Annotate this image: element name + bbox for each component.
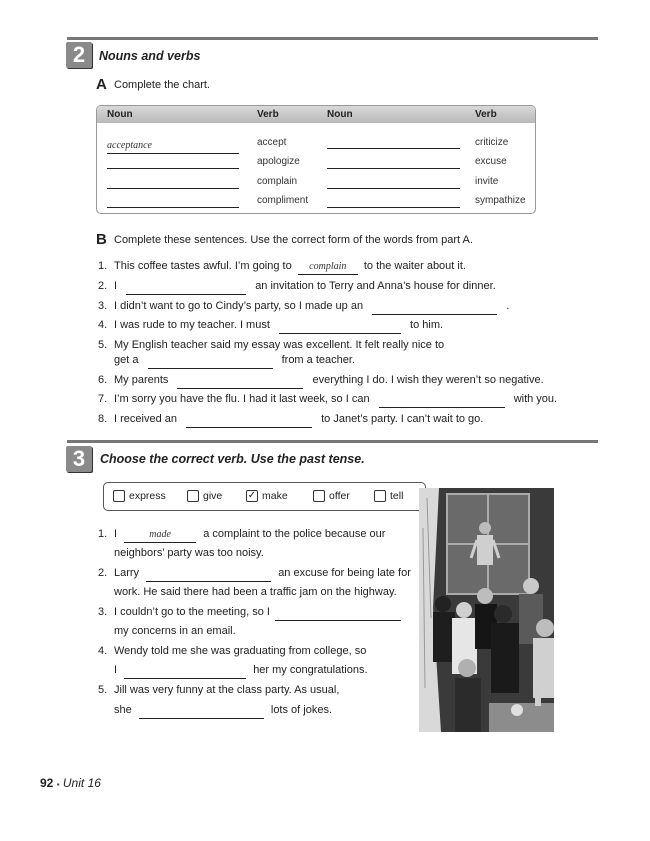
noun-answer-field[interactable] — [327, 155, 460, 169]
chart-verb-cell: accept — [257, 137, 287, 148]
party-scene-image — [419, 488, 554, 732]
party-illustration — [419, 488, 554, 732]
option-express[interactable]: express — [113, 490, 166, 502]
section-3-title: Choose the correct verb. Use the past tense. — [100, 452, 365, 466]
checkbox-icon[interactable] — [187, 490, 199, 502]
chart-verb-cell: sympathize — [475, 195, 526, 206]
chart-header-verb-1: Verb — [257, 109, 279, 120]
answer-field[interactable] — [177, 373, 303, 389]
sentence-3: 3. I didn’t want to go to Cindy’s party, so I made up an . — [98, 299, 509, 315]
page-footer — [40, 776, 101, 790]
part-a-letter: A — [96, 76, 107, 93]
sentence-8: 8. I received an to Janet’s party. I can’t wait to go. — [98, 412, 483, 428]
verb-options-box — [103, 482, 426, 511]
section-2-rule — [67, 37, 598, 40]
verb-sentence-1-cont: neighbors’ party was too noisy. — [114, 547, 264, 559]
chart-header-verb-2: Verb — [475, 109, 497, 120]
answer-field[interactable] — [379, 392, 505, 408]
answer-field[interactable] — [126, 279, 246, 295]
verb-sentence-1: 1. I made a complaint to the police because our — [98, 527, 385, 543]
verb-sentence-2: 2. Larry an excuse for being late for — [98, 566, 411, 582]
verb-sentence-4-cont: I her my congratulations. — [114, 663, 368, 679]
chart-verb-cell: complain — [257, 176, 298, 187]
verb-sentence-3: 3. I couldn’t go to the meeting, so I — [98, 605, 403, 621]
answer-field[interactable] — [186, 412, 312, 428]
checkbox-icon[interactable] — [313, 490, 325, 502]
verb-sentence-2-cont: work. He said there had been a traffic jam on the highway. — [114, 586, 397, 598]
answer-field[interactable] — [148, 353, 273, 369]
chart-header-noun-2: Noun — [327, 109, 353, 120]
verb-sentence-3-cont: my concerns in an email. — [114, 625, 236, 637]
sentence-2: 2. I an invitation to Terry and Anna’s house for dinner. — [98, 279, 496, 295]
answer-field[interactable] — [124, 663, 246, 679]
sentence-5: 5. My English teacher said my essay was excellent. It felt really nice to — [98, 339, 445, 351]
verb-sentence-4: 4. Wendy told me she was graduating from college, so — [98, 645, 367, 657]
part-b-letter: B — [96, 231, 107, 248]
answer-field[interactable]: complain — [298, 259, 358, 275]
part-b-instruction: Complete these sentences. Use the correct form of the words from part A. — [114, 234, 473, 246]
option-offer[interactable]: offer — [313, 490, 350, 502]
verb-sentence-5: 5. Jill was very funny at the class party. As usual, — [98, 684, 340, 696]
page-number: 92 — [40, 776, 54, 790]
footer-separator-icon: ▪ — [56, 780, 60, 789]
chart-verb-cell: apologize — [257, 156, 300, 167]
noun-answer-field[interactable] — [107, 175, 239, 189]
answer-field[interactable] — [279, 318, 401, 334]
answer-field[interactable] — [139, 703, 264, 719]
noun-answer-field[interactable] — [327, 135, 460, 149]
section-3-badge: 3 — [66, 446, 92, 472]
sentence-1: 1. This coffee tastes awful. I’m going to complain to the waiter about it. — [98, 259, 466, 275]
checkbox-checked-icon[interactable]: ✓ — [247, 490, 257, 501]
answer-field[interactable] — [372, 299, 497, 315]
section-2-title: Nouns and verbs — [99, 49, 201, 63]
option-make[interactable]: ✓ make — [247, 490, 288, 502]
unit-label: Unit 16 — [62, 776, 101, 790]
section-3-rule — [67, 440, 598, 443]
chart-verb-cell: excuse — [475, 156, 507, 167]
part-a-instruction: Complete the chart. — [114, 79, 210, 91]
sentence-7: 7. I’m sorry you have the flu. I had it last week, so I can with you. — [98, 392, 557, 408]
noun-answer-field[interactable] — [107, 194, 239, 208]
answer-field[interactable] — [275, 605, 401, 621]
chart-verb-cell: invite — [475, 176, 499, 187]
noun-verb-chart — [96, 105, 536, 214]
section-2-badge: 2 — [66, 42, 92, 68]
verb-sentence-5-cont: she lots of jokes. — [114, 703, 332, 719]
noun-answer-field[interactable] — [327, 194, 460, 208]
option-tell[interactable]: tell — [374, 490, 403, 502]
chart-row — [107, 135, 239, 154]
noun-answer-field[interactable]: acceptance — [107, 140, 239, 154]
sentence-4: 4. I was rude to my teacher. I must to him. — [98, 318, 443, 334]
chart-header-noun-1: Noun — [107, 109, 133, 120]
answer-field[interactable]: made — [124, 527, 196, 543]
answer-field[interactable] — [146, 566, 271, 582]
sentence-5-cont: get a from a teacher. — [114, 353, 355, 369]
chart-header — [97, 106, 535, 123]
chart-verb-cell: criticize — [475, 137, 509, 148]
noun-answer-field[interactable] — [327, 175, 460, 189]
chart-verb-cell: compliment — [257, 195, 309, 206]
noun-answer-field[interactable] — [107, 155, 239, 169]
checkbox-icon[interactable] — [113, 490, 125, 502]
checkbox-icon[interactable] — [374, 490, 386, 502]
sentence-6: 6. My parents everything I do. I wish they weren’t so negative. — [98, 373, 544, 389]
option-give[interactable]: give — [187, 490, 222, 502]
